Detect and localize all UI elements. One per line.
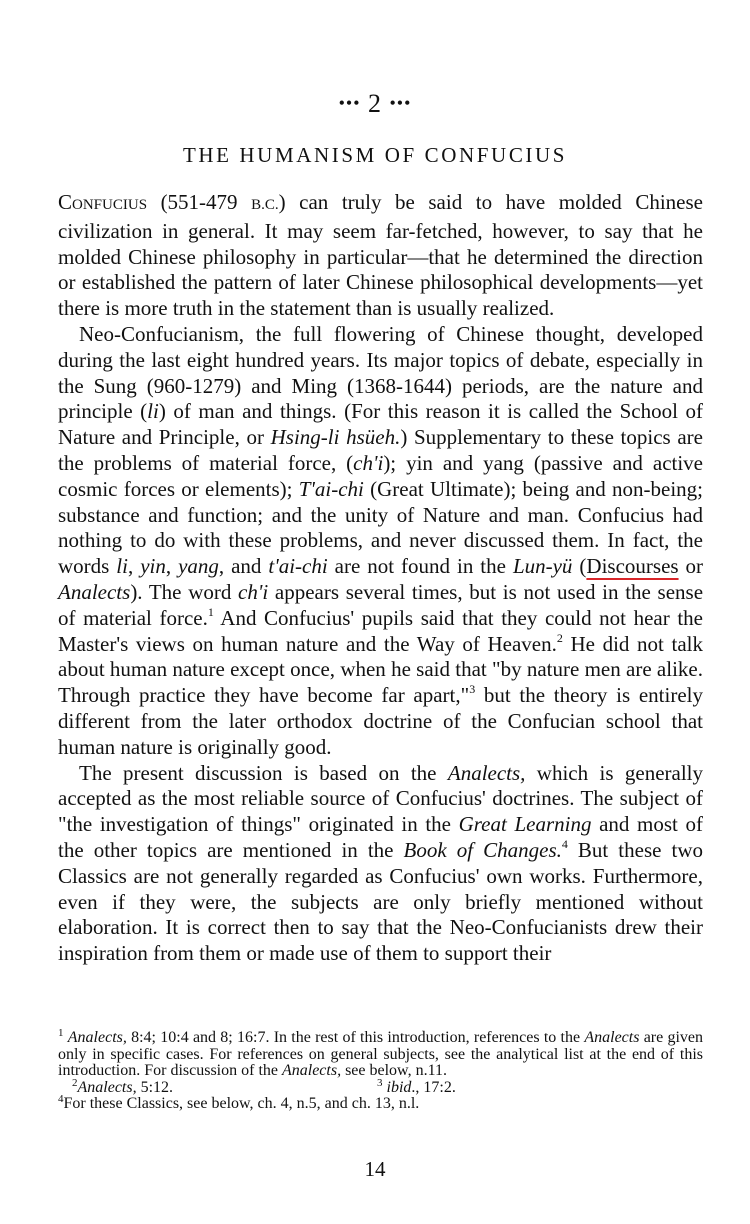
- drop-initial: C: [58, 190, 73, 214]
- footnote-ref-2: 2: [556, 630, 563, 645]
- page-number: 14: [364, 1157, 386, 1181]
- footnote-3: $^3$ ibid., 17:2.: [377, 1076, 456, 1096]
- ornament-dots-left: •••: [338, 93, 361, 113]
- ornament-dots-right: •••: [389, 93, 412, 113]
- footnotes: [58, 1027, 704, 1113]
- body-text: [58, 190, 703, 967]
- footnote-ref-3: 3: [469, 682, 476, 697]
- footnote-4: $^4$For these Classics, see below, ch. 4, n.5, and ch. 13, n.l.: [58, 1093, 420, 1112]
- chapter-title: THE HUMANISM OF CONFUCIUS: [182, 143, 568, 167]
- paragraph-1: CONFUCIUS (551-479 B.C.) can truly be said to have molded Chinese civilization in general. It may seem far-fetched, however, to say that he molded Chinese philosophy in particular—that he determined the direction or established the pattern of later Chinese philosophical developments—yet there is more truth in the statement than is usually realized.: [58, 190, 703, 321]
- paragraph-3: The present discussion is based on the Analects, which is generally accepted as the most reliable source of Confucius' doctrines. The subject of "the investigation of things" originated in the Great Learning and most of the other topics are mentioned in the Book of Changes.$^4$ But these two Classics are not generally regarded as Confucius' own works. Furthermore, even if they were, the subjects are only briefly mentioned without elaboration. It is correct then to say that the Neo-Confucianists drew their inspiration from them or made use of them to support their: [58, 760, 704, 966]
- footnote-2: $^2$Analects, 5:12.: [72, 1076, 174, 1096]
- small-caps-name: ONFUCIUS: [72, 197, 148, 213]
- chapter-number: 2: [368, 89, 382, 118]
- footnote-ref-4: 4: [561, 836, 568, 851]
- footnotes-2-3: [58, 1076, 703, 1097]
- paragraph-2: Neo-Confucianism, the full flowering of Chinese thought, developed during the last eight hundred years. Its major topics of debate, especially in the Sung (960-1279) and Ming (1368-1644) periods, are the nature and principle (li) of man and things. (For this reason it is called the School of Nature and Principle, or Hsing-li hsüeh.) Supplementary to these topics are the problems of material force, (ch'i); yin and yang (passive and active cosmic forces or elements); T'ai-chi (Great Ultimate); being and non-being; substance and function; and the unity of Nature and man. Confucius had nothing to do with these problems, and never discussed them. In fact, the words li, yin, yang, and t'ai-chi are not found in the Lun-yü (Discourses or Analects). The word ch'i appears several times, but is not used in the sense of material force.$^1$ And Confucius' pupils said that they could not hear the Master's views on human nature and the Way of Heaven.$^2$ He did not talk about human nature except once, when he said that "by nature men are alike. Through practice they have become far apart,"$^3$ but the theory is entirely different from the later orthodox doctrine of the Confucian school that human nature is originally good.: [58, 321, 704, 759]
- chapter-number-line: [0, 88, 750, 119]
- footnote-ref-1: 1: [207, 604, 214, 619]
- highlighted-word-discourses: Discourses: [586, 554, 679, 579]
- footnote-1: $^1$ Analects, 8:4; 10:4 and 8; 16:7. In the rest of this introduction, references to the Analects are given only in specific cases. For references on general subjects, see the analytical list at the end of this introduction. For discussion of the Analects, see below, n.11.: [58, 1027, 704, 1079]
